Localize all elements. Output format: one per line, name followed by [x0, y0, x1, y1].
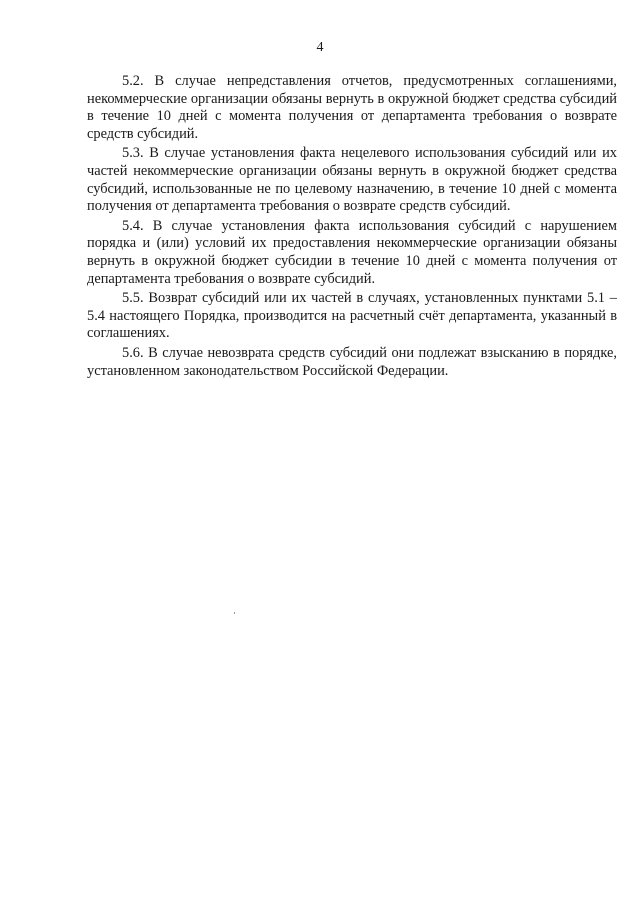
paragraph-5-3: 5.3. В случае установления факта нецелевого использования субсидий или их частей некоммерческие организации обязаны вернуть в окружной бюджет средства субсидий, использованные не по целевому назначению, в течение 10 дней с момента получения от департамента требования о возврате средств субсидий. [87, 145, 617, 215]
paragraph-5-5: 5.5. Возврат субсидий или их частей в случаях, установленных пунктами 5.1 – 5.4 настоящего Порядка, производится на расчетный счёт департамента, указанный в соглашениях. [87, 290, 617, 342]
paragraph-5-2: 5.2. В случае непредставления отчетов, предусмотренных соглашениями, некоммерческие организации обязаны вернуть в окружной бюджет средства субсидий в течение 10 дней с момента получения от департамента требования о возврате средств субсидий. [87, 73, 617, 142]
paragraph-5-4: 5.4. В случае установления факта использования субсидий с нарушением порядка и (или) условий их предоставления некоммерческие организации обязаны вернуть в окружной бюджет субсидии в течение 10 дней с момента получения от департамента требования о возврате субсидий. [87, 217, 617, 287]
scan-speck [234, 612, 235, 614]
page-number: 4 [316, 40, 324, 55]
paragraph-5-6: 5.6. В случае невозврата средств субсидий они подлежат взысканию в порядке, установленном законодательством Российской Федерации. [87, 344, 617, 379]
document-body [87, 73, 617, 382]
